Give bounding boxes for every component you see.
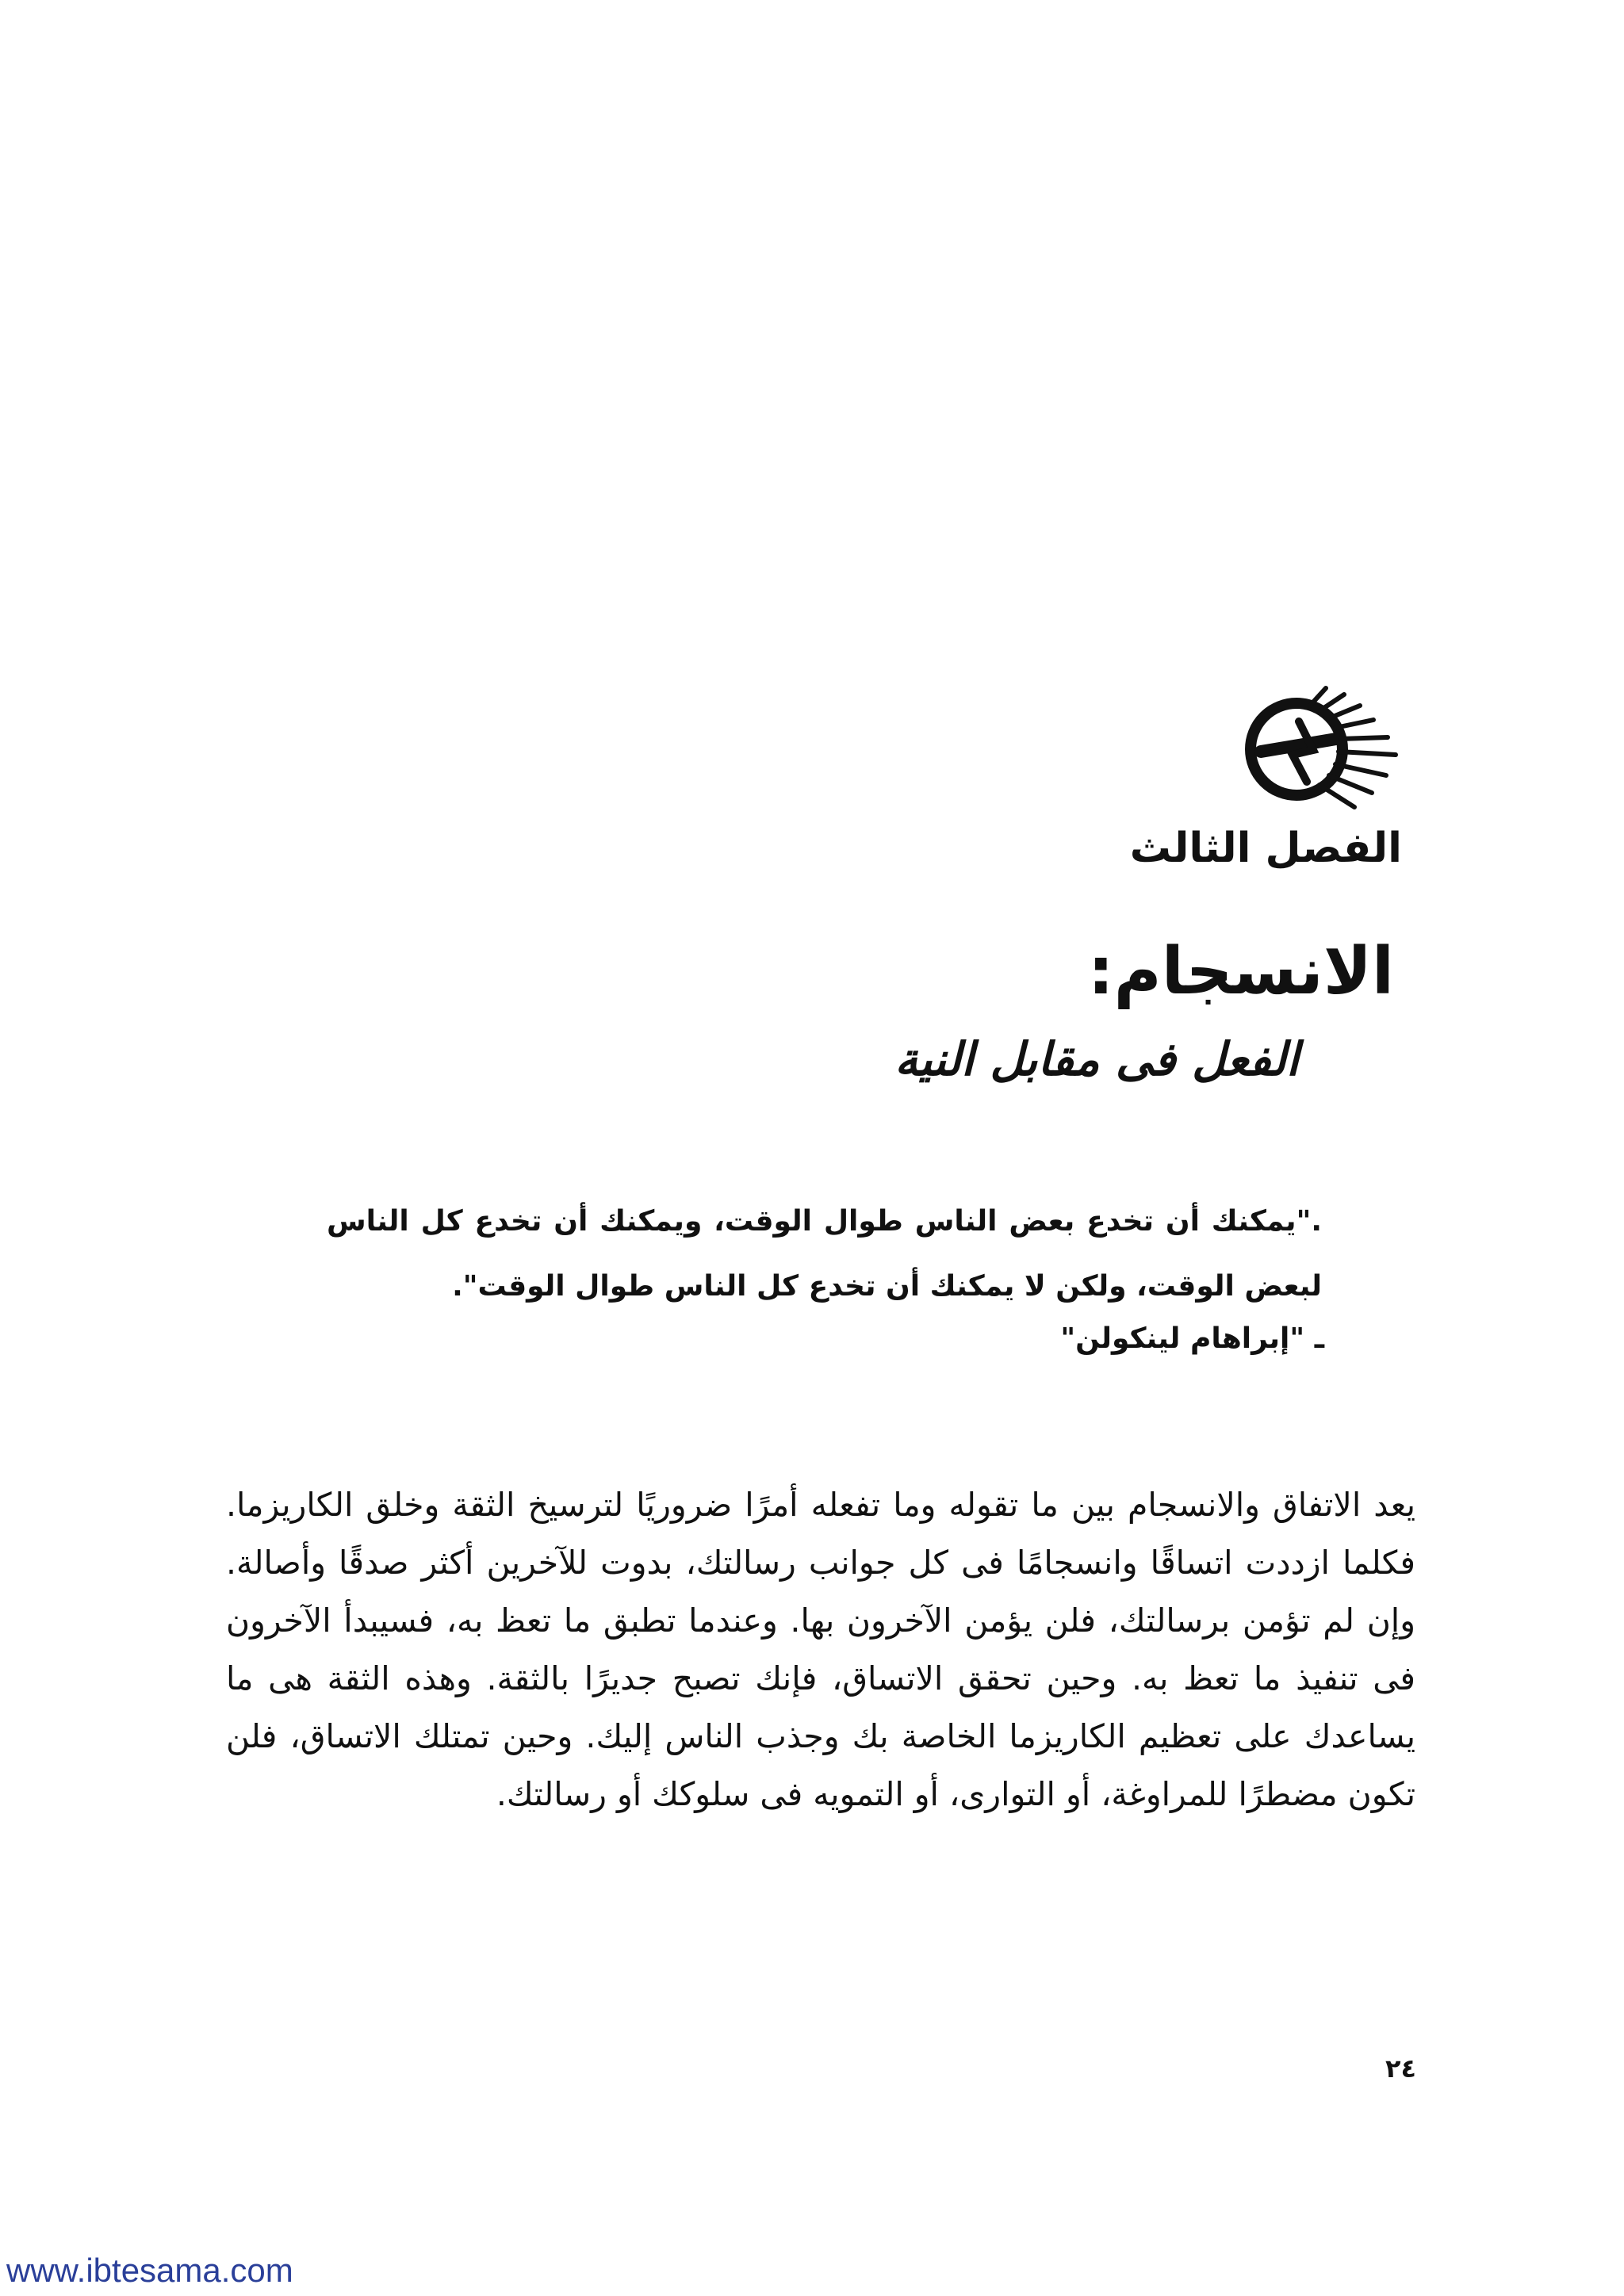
chapter-title: الانسجام:: [1087, 934, 1394, 1009]
chapter-label: الفصل الثالث: [1129, 825, 1402, 872]
epigraph-author: ـ "إبراهام لينكولن": [1060, 1322, 1324, 1355]
epigraph-quote: ."يمكنك أن تخدع بعض الناس طوال الوقت، ويمكنك أن تخدع كل الناس لبعض الوقت، ولكن لا يمكنك أن تخدع كل الناس طوال الوقت".: [327, 1205, 1322, 1303]
page-number: ٢٤: [1385, 2053, 1416, 2084]
footer-url-link[interactable]: www.ibtesama.com: [6, 2252, 293, 2289]
chapter-subtitle: الفعل فى مقابل النية: [894, 1032, 1299, 1086]
body-paragraph: يعد الاتفاق والانسجام بين ما تقوله وما تفعله أمرًا ضروريًا لترسيخ الثقة وخلق الكاريزما. فكلما ازددت اتساقًا وانسجامًا فى كل جوانب رسالتك، بدوت للآخرين أكثر صدقًا وأصالة. وإن لم تؤمن برسالتك، فلن يؤمن الآخرون بها. وعندما تطبق ما تعظ به، فسيبدأ الآخرون فى تنفيذ ما تعظ به. وحين تحقق الاتساق، فإنك تصبح جديرًا بالثقة. وهذه الثقة هى ما يساعدك على تعظيم الكاريزما الخاصة بك وجذب الناس إليك. وحين تمتلك الاتساق، فلن تكون مضطرًا للمراوغة، أو التوارى، أو التمويه فى سلوكك أو رسالتك.: [226, 1486, 1415, 1813]
sun-circle-emblem-icon: [1237, 682, 1404, 817]
